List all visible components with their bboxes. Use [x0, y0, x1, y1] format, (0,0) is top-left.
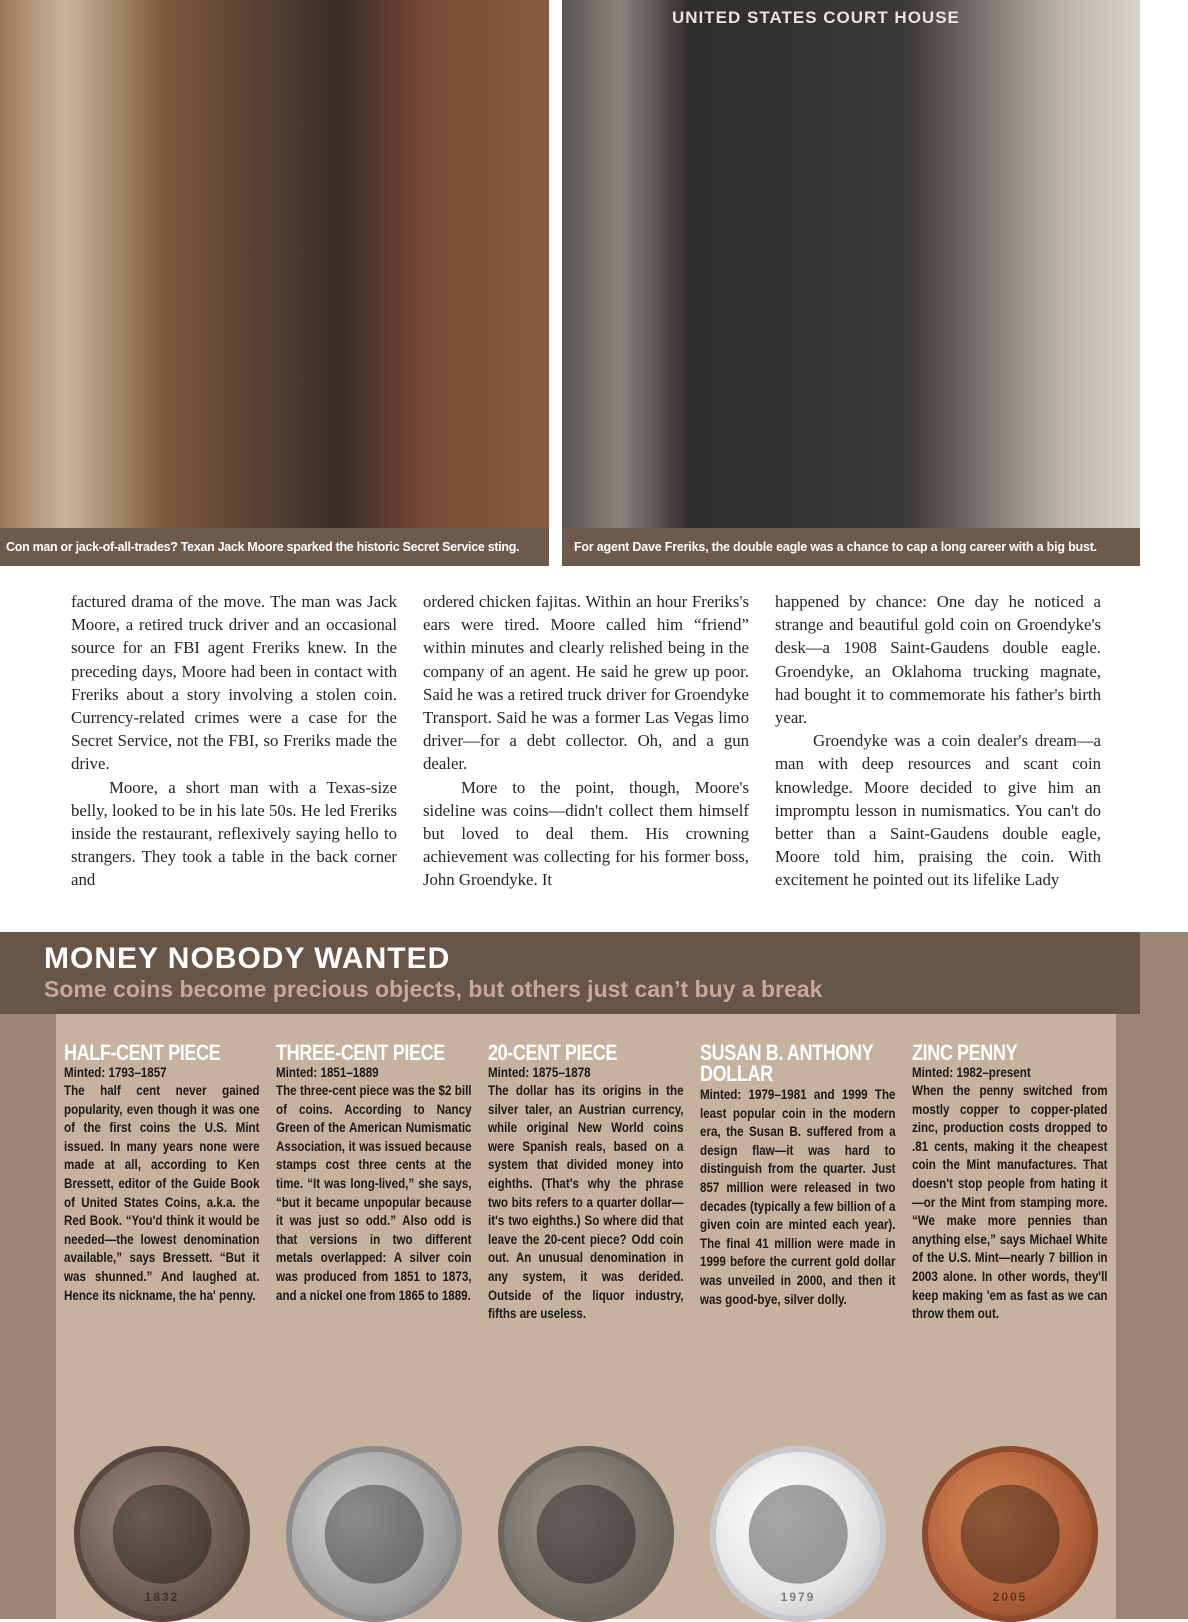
article-paragraph: Groendyke was a coin dealer's dream—a man with deep resources and scant coin knowledge. Moore decided to give him an impromptu lesson in numismatics. You can't do better than a Saint-Gaudens double eagle, Moore told him, praising the coin. With excitement he pointed out its lifelike Lady — [775, 731, 1101, 890]
courthouse-sign: UNITED STATES COURT HOUSE — [672, 8, 960, 27]
coin-panel-half-cent — [56, 1014, 268, 1619]
coin-date-label: 2005 — [992, 1590, 1028, 1604]
coin-date-label: 1832 — [144, 1590, 180, 1604]
coin-name: 20-CENT PIECE — [488, 1040, 618, 1065]
sidebar-header — [0, 932, 1140, 1014]
susan-b-anthony-coin-image — [710, 1446, 886, 1622]
coin-description: When the penny switched from mostly copper to copper-plated zinc, production costs dropped to .81 cents, making it the cheapest coin the Mint manufactures. That doesn't stop people from hating it—or the Mint from stamping more. “We make more pennies than anything else,” says Michael White of the U.S. Mint—nearly 7 billion in 2003 alone. In other words, they'll keep making 'em as fast as we can throw them out. — [912, 1083, 1108, 1322]
article-paragraph: More to the point, though, Moore's sideline was coins—didn't collect them himself but loved to deal them. His crowning achievement was collecting for his former boss, John Groendyke. It — [423, 777, 749, 890]
photo-dave-freriks — [562, 0, 1140, 528]
article-paragraph: ordered chicken fajitas. Within an hour Freriks's ears were tired. Moore called him “friend” within minutes and clearly relished being in the company of an agent. He said he grew up poor. Said he was a retired truck driver for Groendyke Transport. Said he was a former Las Vegas limo driver—for a debt collector. Oh, and a gun dealer. — [423, 592, 749, 774]
coin-minted: Minted: 1793–1857 — [64, 1065, 167, 1080]
coin-date-label: 1979 — [780, 1590, 816, 1604]
sidebar-subtitle: Some coins become precious objects, but others just can’t buy a break — [44, 976, 823, 1002]
article-column-3 — [775, 590, 1101, 892]
zinc-penny-coin-image — [922, 1446, 1098, 1622]
photo-jack-moore — [0, 0, 549, 528]
coin-name: SUSAN B. ANTHONY DOLLAR — [700, 1040, 873, 1086]
coin-description: The half cent never gained popularity, even though it was one of the first coins the U.S. Mint issued. In many years none were made at all, according to Ken Bressett, editor of the Guide Book of United States Coins, a.k.a. the Red Book. “You'd think it would be needed—the lowest denomination available,” says Bressett. “But it was shunned.” And laughed at. Hence its nickname, the ha' penny. — [64, 1083, 260, 1303]
sidebar-money-nobody-wanted — [0, 932, 1188, 1619]
coin-panel-three-cent — [268, 1014, 480, 1619]
coin-minted: Minted: 1982–present — [912, 1065, 1031, 1080]
coin-description: The three-cent piece was the $2 bill of coins. According to Nancy Green of the American Numismatic Association, it was issued because stamps cost three cents at the time. “It was long-lived,” she says, “but it became unpopular because it was just so odd.” Also odd is that versions in two different metals overlapped: A silver coin was produced from 1851 to 1873, and a nickel one from 1865 to 1889. — [276, 1083, 472, 1303]
photo-caption-left: Con man or jack-of-all-trades? Texan Jack Moore sparked the historic Secret Service sting. — [0, 528, 549, 566]
coin-name: HALF-CENT PIECE — [64, 1040, 221, 1065]
coin-description: Minted: 1979–1981 and 1999 The least popular coin in the modern era, the Susan B. suffered from a design flaw—it was hard to distinguish from the quarter. Just 857 million were released in two decades (typically a few billion of a given coin are minted each year). The final 41 million were made in 1999 before the current gold dollar was unveiled in 2000, and then it was good-bye, silver dolly. — [700, 1087, 896, 1307]
coin-name: THREE-CENT PIECE — [276, 1040, 445, 1065]
three-cent-coin-image — [286, 1446, 462, 1622]
coin-panel-twenty-cent — [480, 1014, 692, 1619]
coin-description: The dollar has its origins in the silver taler, an Austrian currency, while original New World coins were Spanish reals, based on a system that divided money into eighths. (That's why the phrase two bits refers to a quarter dollar—it's two eighths.) So where did that leave the 20-cent piece? Odd coin out. An unusual denomination in any system, it was derided. Outside of the liquor industry, fifths are useless. — [488, 1083, 684, 1322]
article-column-2 — [423, 590, 749, 892]
article-paragraph: Moore, a short man with a Texas-size belly, looked to be in his late 50s. He led Freriks inside the restaurant, reflexively saying hello to strangers. They took a table in the back corner and — [71, 777, 397, 890]
coin-minted: Minted: 1851–1889 — [276, 1065, 379, 1080]
article-column-1 — [71, 590, 397, 892]
photo-caption-right: For agent Dave Freriks, the double eagle was a chance to cap a long career with a big bust. — [562, 528, 1140, 566]
twenty-cent-coin-image — [498, 1446, 674, 1622]
coin-panel-zinc-penny — [904, 1014, 1116, 1619]
article-paragraph: factured drama of the move. The man was Jack Moore, a retired truck driver and an occasional source for an FBI agent Freriks knew. In the preceding days, Moore had been in contact with Freriks about a story involving a stolen coin. Currency-related crimes were a case for the Secret Service, not the FBI, so Freriks made the drive. — [71, 592, 397, 774]
half-cent-coin-image — [74, 1446, 250, 1622]
article-paragraph: happened by chance: One day he noticed a strange and beautiful gold coin on Groendyke's desk—a 1908 Saint-Gaudens double eagle. Groendyke, an Oklahoma trucking magnate, had bought it to commemorate his father's birth year. — [775, 592, 1101, 728]
sidebar-title: MONEY NOBODY WANTED — [44, 942, 451, 975]
coin-panel-susan-b-anthony — [692, 1014, 904, 1619]
coin-minted: Minted: 1875–1878 — [488, 1065, 591, 1080]
coin-name: ZINC PENNY — [912, 1040, 1018, 1065]
